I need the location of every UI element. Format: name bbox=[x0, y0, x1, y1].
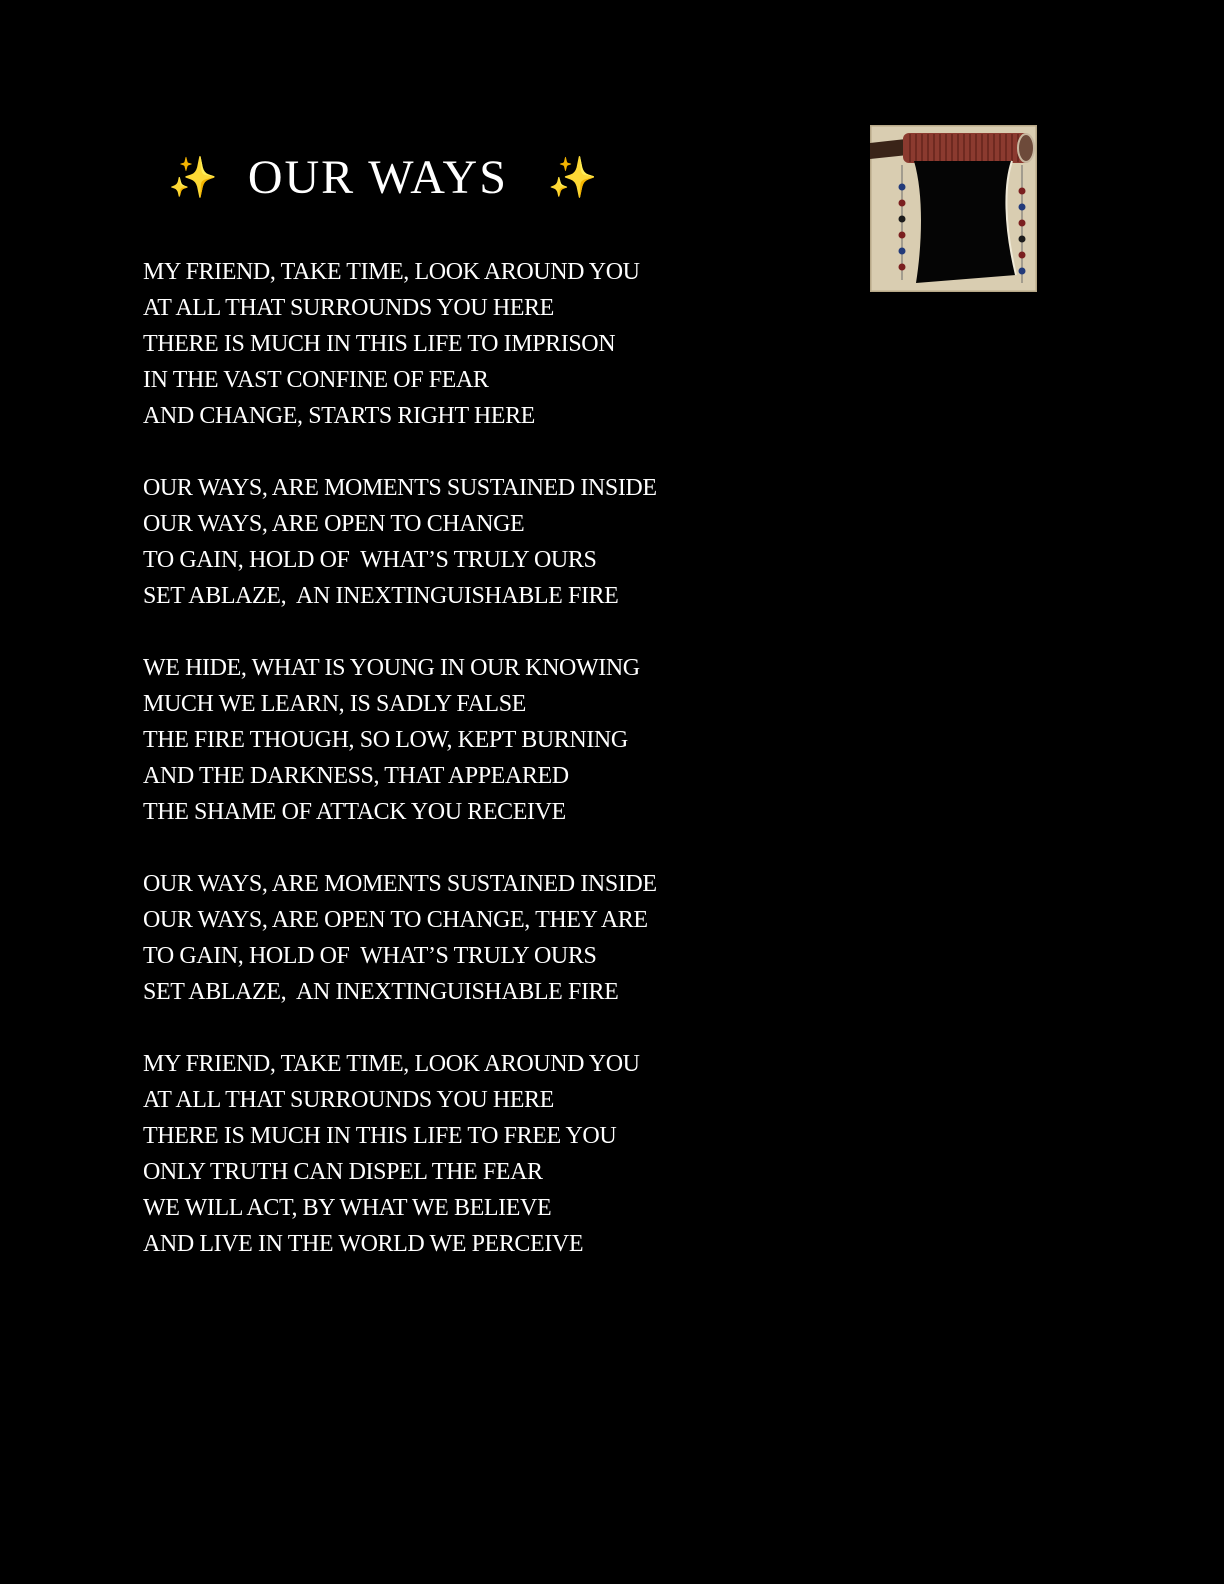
stanza-4 bbox=[143, 866, 763, 1010]
sparkle-left-icon: ✨ bbox=[168, 155, 218, 201]
stanza-1 bbox=[143, 254, 763, 434]
poem-line: AND LIVE IN THE WORLD WE PERCEIVE bbox=[143, 1231, 584, 1257]
poem-line: THERE IS MUCH IN THIS LIFE TO FREE YOU bbox=[143, 1123, 617, 1149]
poem-line: AND CHANGE, STARTS RIGHT HERE bbox=[143, 403, 535, 429]
stanza-2 bbox=[143, 470, 763, 614]
stanza-5 bbox=[143, 1046, 763, 1262]
poem-line: OUR WAYS, ARE OPEN TO CHANGE, THEY ARE bbox=[143, 907, 648, 933]
poem-line: AT ALL THAT SURROUNDS YOU HERE bbox=[143, 295, 554, 321]
poem-line: TO GAIN, HOLD OF WHAT’S TRULY OURS bbox=[143, 943, 597, 969]
poem-line: WE WILL ACT, BY WHAT WE BELIEVE bbox=[143, 1195, 552, 1221]
poem-line: THERE IS MUCH IN THIS LIFE TO IMPRISON bbox=[143, 331, 616, 357]
poem-line: AND THE DARKNESS, THAT APPEARED bbox=[143, 763, 569, 789]
poem-line: SET ABLAZE, AN INEXTINGUISHABLE FIRE bbox=[143, 979, 619, 1005]
poem-line: THE SHAME OF ATTACK YOU RECEIVE bbox=[143, 799, 566, 825]
poem-line: TO GAIN, HOLD OF WHAT’S TRULY OURS bbox=[143, 547, 597, 573]
poem-line: THE FIRE THOUGH, SO LOW, KEPT BURNING bbox=[143, 727, 628, 753]
poem-line: MY FRIEND, TAKE TIME, LOOK AROUND YOU bbox=[143, 1051, 640, 1077]
poem-line: WE HIDE, WHAT IS YOUNG IN OUR KNOWING bbox=[143, 655, 640, 681]
poem-line: SET ABLAZE, AN INEXTINGUISHABLE FIRE bbox=[143, 583, 619, 609]
poem-line: ONLY TRUTH CAN DISPEL THE FEAR bbox=[143, 1159, 543, 1185]
sparkle-right-icon: ✨ bbox=[547, 155, 598, 201]
poem-line: OUR WAYS, ARE MOMENTS SUSTAINED INSIDE bbox=[143, 475, 657, 501]
poem-line: MUCH WE LEARN, IS SADLY FALSE bbox=[143, 691, 526, 717]
painted-artwork-icon bbox=[870, 125, 1037, 292]
poem-line: AT ALL THAT SURROUNDS YOU HERE bbox=[143, 1087, 554, 1113]
poem-body bbox=[143, 254, 763, 1298]
poem-line: MY FRIEND, TAKE TIME, LOOK AROUND YOU bbox=[143, 259, 640, 285]
title-row bbox=[168, 148, 598, 208]
poem-line: OUR WAYS, ARE OPEN TO CHANGE bbox=[143, 511, 525, 537]
poem-line: IN THE VAST CONFINE OF FEAR bbox=[143, 367, 489, 393]
poem-line: OUR WAYS, ARE MOMENTS SUSTAINED INSIDE bbox=[143, 871, 657, 897]
poem-title: OUR WAYS bbox=[247, 151, 508, 204]
stanza-3 bbox=[143, 650, 763, 830]
